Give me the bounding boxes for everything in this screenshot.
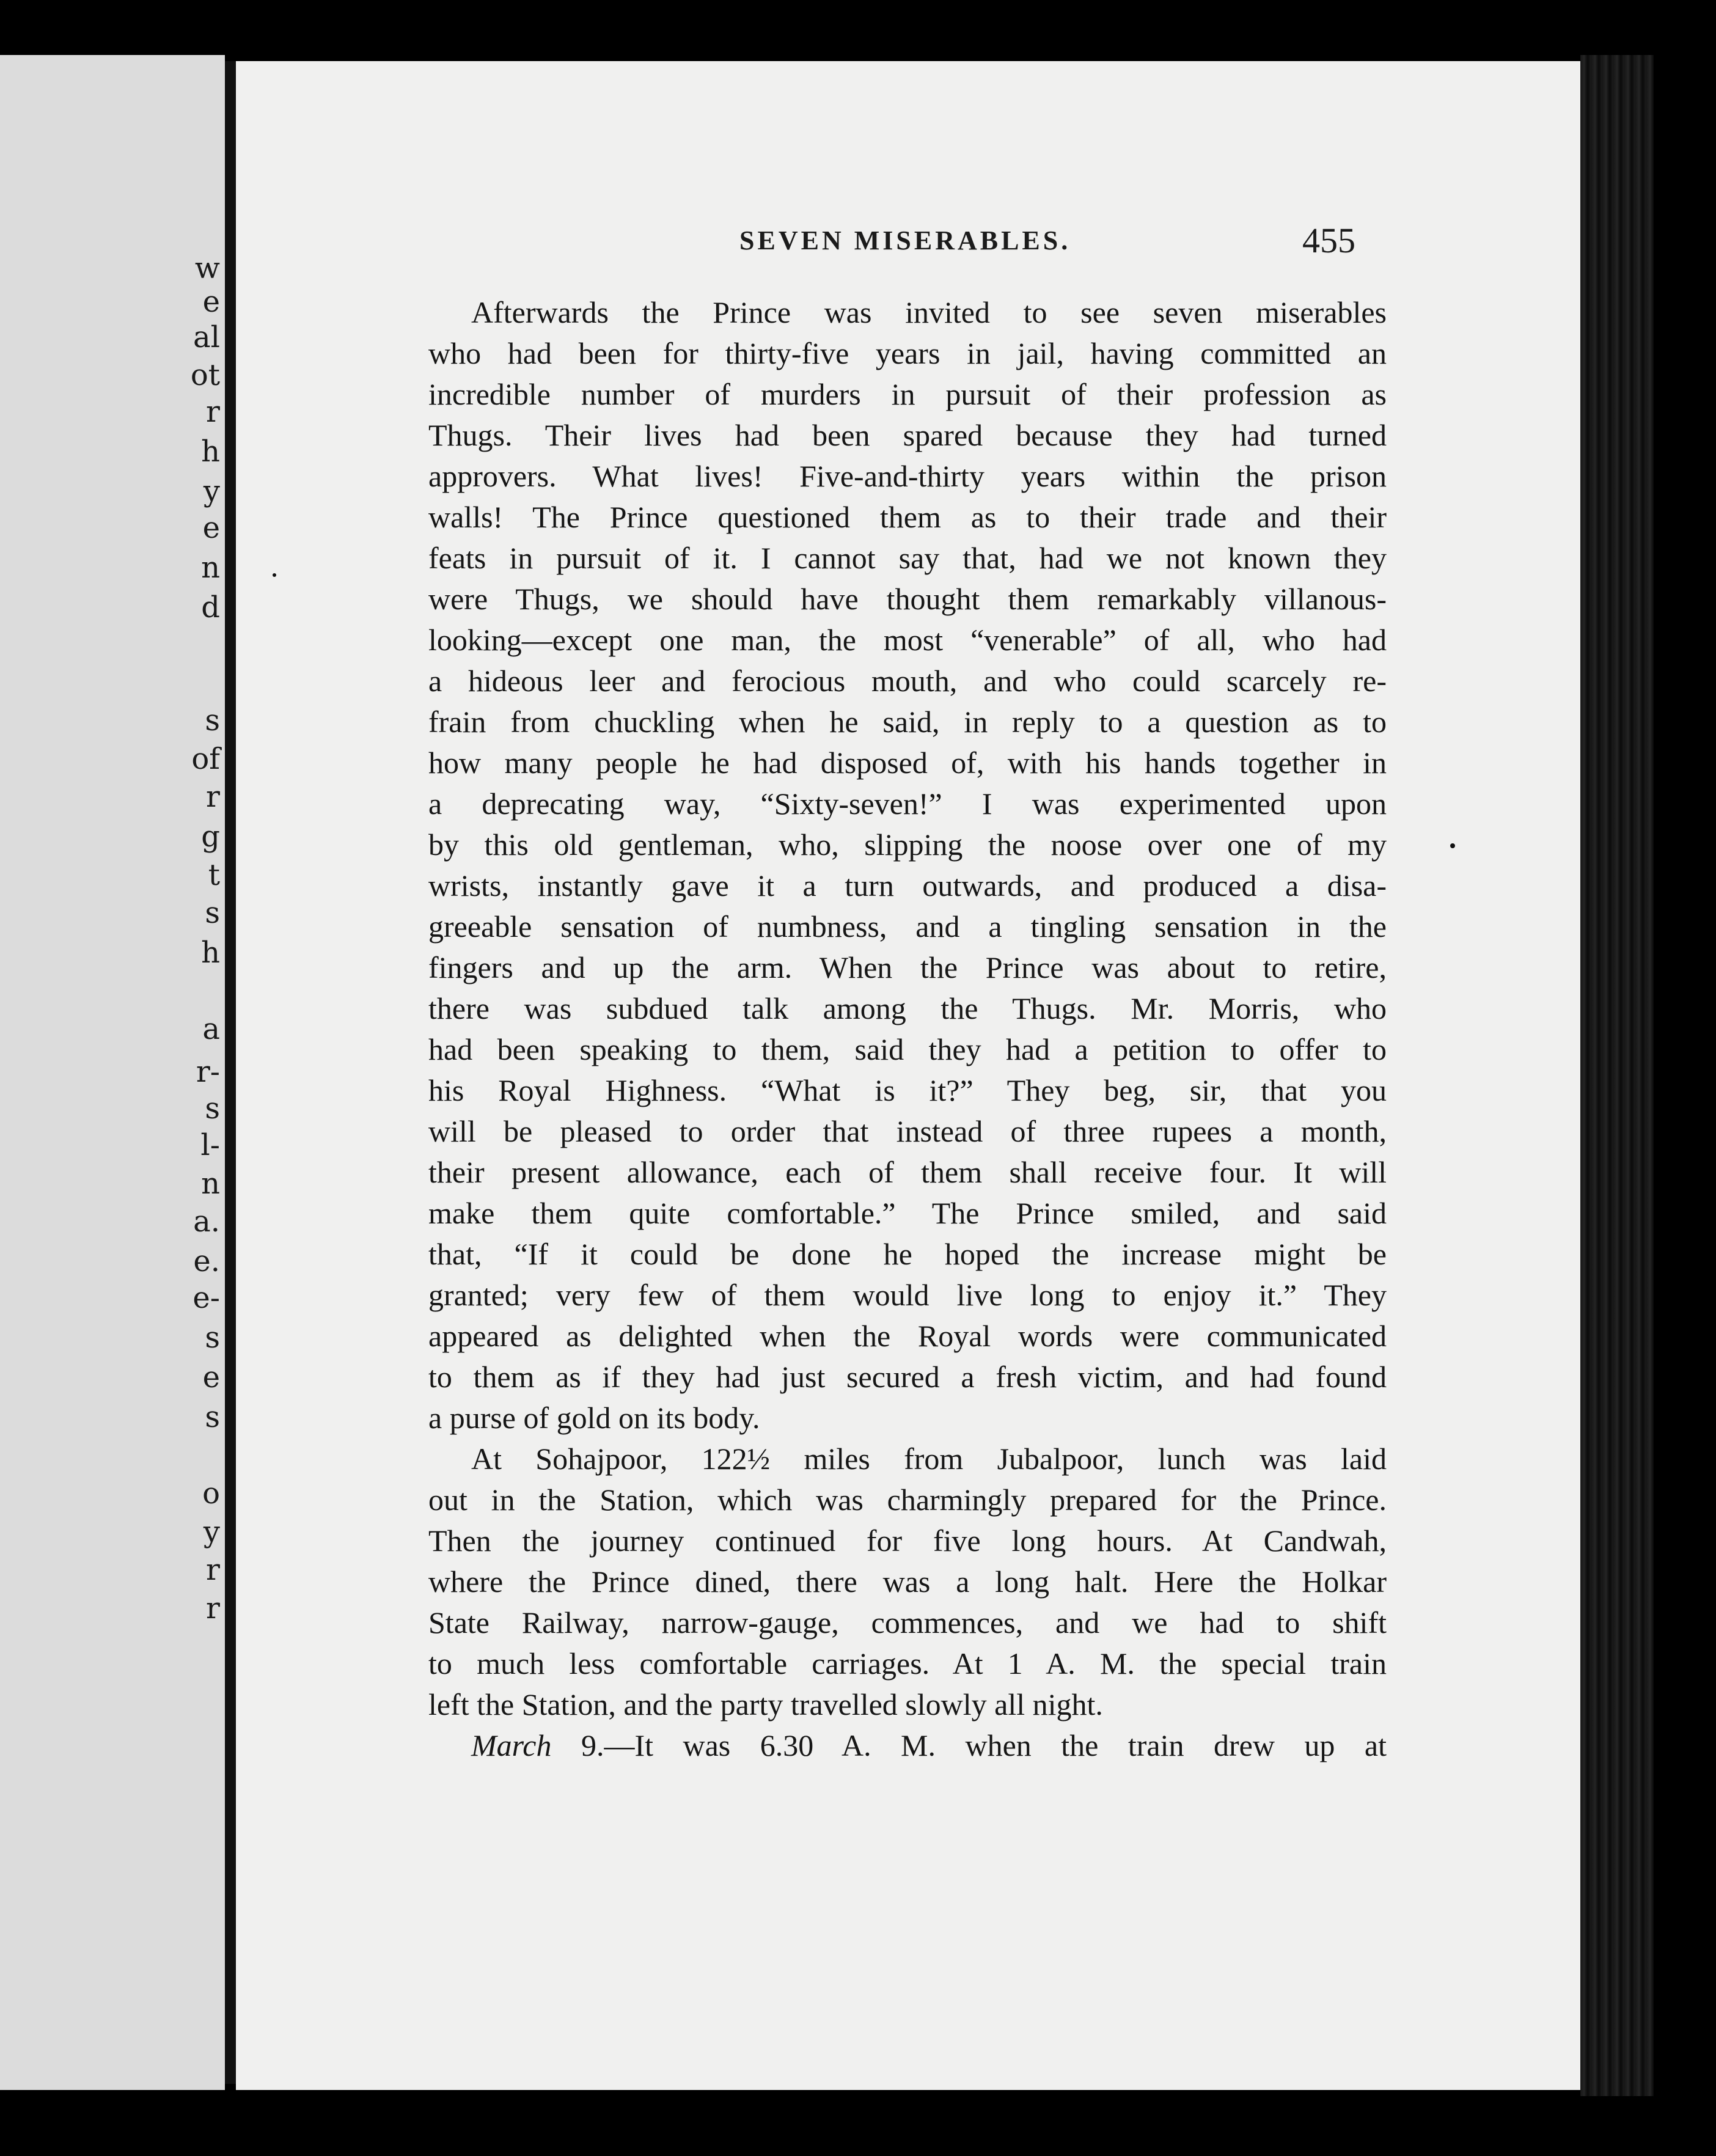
text-line: had been speaking to them, said they had a petition to offer to bbox=[428, 1032, 1387, 1066]
facing-page-fragment: e- bbox=[193, 1281, 220, 1315]
ink-speck bbox=[273, 573, 276, 577]
date-label: March bbox=[471, 1728, 552, 1762]
facing-page-left bbox=[0, 55, 225, 2090]
facing-page-fragment: r bbox=[206, 1553, 220, 1587]
text-line: Then the journey continued for five long hours. At Candwah, bbox=[428, 1524, 1387, 1558]
text-line: who had been for thirty-five years in jail, having committed an bbox=[428, 336, 1387, 370]
text-line: to them as if they had just secured a fresh victim, and had found bbox=[428, 1360, 1387, 1394]
text-line: were Thugs, we should have thought them remarkably villanous- bbox=[428, 582, 1387, 616]
text-line: how many people he had disposed of, with his hands together in bbox=[428, 746, 1387, 780]
text-line: fingers and up the arm. When the Prince was about to retire, bbox=[428, 950, 1387, 985]
book-page bbox=[236, 61, 1580, 2090]
text-line: their present allowance, each of them shall receive four. It will bbox=[428, 1155, 1387, 1189]
text-line: to much less comfortable carriages. At 1 A. M. the special train bbox=[428, 1646, 1387, 1681]
text-line: by this old gentleman, who, slipping the noose over one of my bbox=[428, 827, 1387, 862]
facing-page-fragment: e. bbox=[193, 1244, 220, 1278]
running-head-title: SEVEN MISERABLES. bbox=[739, 226, 1071, 255]
text-line: walls! The Prince questioned them as to their trade and their bbox=[428, 500, 1387, 534]
ink-speck bbox=[1450, 843, 1455, 848]
facing-page-fragment: h bbox=[201, 435, 220, 469]
facing-page-fragment: t bbox=[208, 858, 220, 892]
facing-page-fragment: l- bbox=[200, 1128, 220, 1162]
facing-page-fragment: a bbox=[202, 1012, 220, 1046]
facing-page-fragment: al bbox=[193, 320, 220, 354]
facing-page-fragment: s bbox=[205, 1400, 220, 1434]
facing-page-fragment: r- bbox=[196, 1055, 220, 1089]
facing-page-fragment: y bbox=[203, 474, 220, 508]
facing-page-fragment: e bbox=[202, 1360, 220, 1395]
facing-page-fragment: r bbox=[206, 1591, 220, 1626]
text-line: State Railway, narrow-gauge, commences, and we had to shift bbox=[428, 1605, 1387, 1640]
text-line: frain from chuckling when he said, in reply to a question as to bbox=[428, 705, 1387, 739]
page-gutter bbox=[225, 61, 236, 2084]
facing-page-fragment: w bbox=[194, 251, 220, 285]
facing-page-fragment: s bbox=[205, 703, 220, 738]
facing-page-fragment: s bbox=[205, 896, 220, 930]
text-line: feats in pursuit of it. I cannot say that, had we not known they bbox=[428, 541, 1387, 575]
body-text bbox=[428, 292, 1387, 1766]
text-line: left the Station, and the party travelled slowly all night. bbox=[428, 1687, 1103, 1722]
facing-page-fragment: of bbox=[191, 742, 220, 776]
facing-page-fragment: e bbox=[202, 511, 220, 545]
text-line: out in the Station, which was charmingly prepared for the Prince. bbox=[428, 1483, 1387, 1517]
facing-page-fragment: n bbox=[201, 551, 220, 585]
text-line: where the Prince dined, there was a long halt. Here the Holkar bbox=[428, 1564, 1387, 1599]
facing-page-fragment: r bbox=[206, 395, 220, 429]
facing-page-fragment: s bbox=[205, 1091, 220, 1126]
facing-page-fragment: d bbox=[201, 590, 220, 625]
text-line: wrists, instantly gave it a turn outwards, and produced a disa- bbox=[428, 868, 1387, 903]
text-line: a deprecating way, “Sixty-seven!” I was experimented upon bbox=[428, 787, 1387, 821]
text-line: make them quite comfortable.” The Prince smiled, and said bbox=[428, 1196, 1387, 1230]
facing-page-fragment: a. bbox=[193, 1204, 220, 1239]
text-line: looking—except one man, the most “venerable” of all, who had bbox=[428, 623, 1387, 657]
text-line: At Sohajpoor, 122½ miles from Jubalpoor, lunch was laid bbox=[471, 1442, 1387, 1476]
text-line: incredible number of murders in pursuit of their profession as bbox=[428, 377, 1387, 411]
running-header bbox=[236, 221, 1580, 280]
page-number: 455 bbox=[1302, 221, 1355, 260]
text-line: that, “If it could be done he hoped the increase might be bbox=[428, 1237, 1387, 1271]
text-line: a purse of gold on its body. bbox=[428, 1401, 760, 1435]
facing-page-fragment: s bbox=[205, 1321, 220, 1355]
facing-page-fragment: ot bbox=[190, 358, 220, 392]
facing-page-fragment: n bbox=[201, 1167, 220, 1201]
text-line: appeared as delighted when the Royal words were communicated bbox=[428, 1319, 1387, 1353]
facing-page-fragment: y bbox=[203, 1515, 220, 1549]
facing-page-fragment: o bbox=[202, 1476, 220, 1511]
text-line: Afterwards the Prince was invited to see seven miserables bbox=[471, 295, 1387, 329]
facing-page-fragment: g bbox=[201, 820, 220, 854]
text-line: will be pleased to order that instead of three rupees a month, bbox=[428, 1114, 1387, 1148]
facing-page-fragment: h bbox=[201, 936, 220, 970]
text-line: greeable sensation of numbness, and a tingling sensation in the bbox=[428, 909, 1387, 944]
facing-page-fragment: r bbox=[206, 780, 220, 814]
text-line: his Royal Highness. “What is it?” They beg, sir, that you bbox=[428, 1073, 1387, 1107]
page-edge-stack bbox=[1580, 55, 1654, 2096]
text-line: approvers. What lives! Five-and-thirty years within the prison bbox=[428, 459, 1387, 493]
text-line: Thugs. Their lives had been spared because they had turned bbox=[428, 418, 1387, 452]
text-line: granted; very few of them would live long to enjoy it.” They bbox=[428, 1278, 1387, 1312]
facing-page-fragment: e bbox=[202, 285, 220, 319]
text-line: March 9.—It was 6.30 A. M. when the train drew up at bbox=[471, 1728, 1387, 1762]
text-line: there was subdued talk among the Thugs. Mr. Morris, who bbox=[428, 991, 1387, 1025]
text-line: a hideous leer and ferocious mouth, and who could scarcely re- bbox=[428, 664, 1387, 698]
